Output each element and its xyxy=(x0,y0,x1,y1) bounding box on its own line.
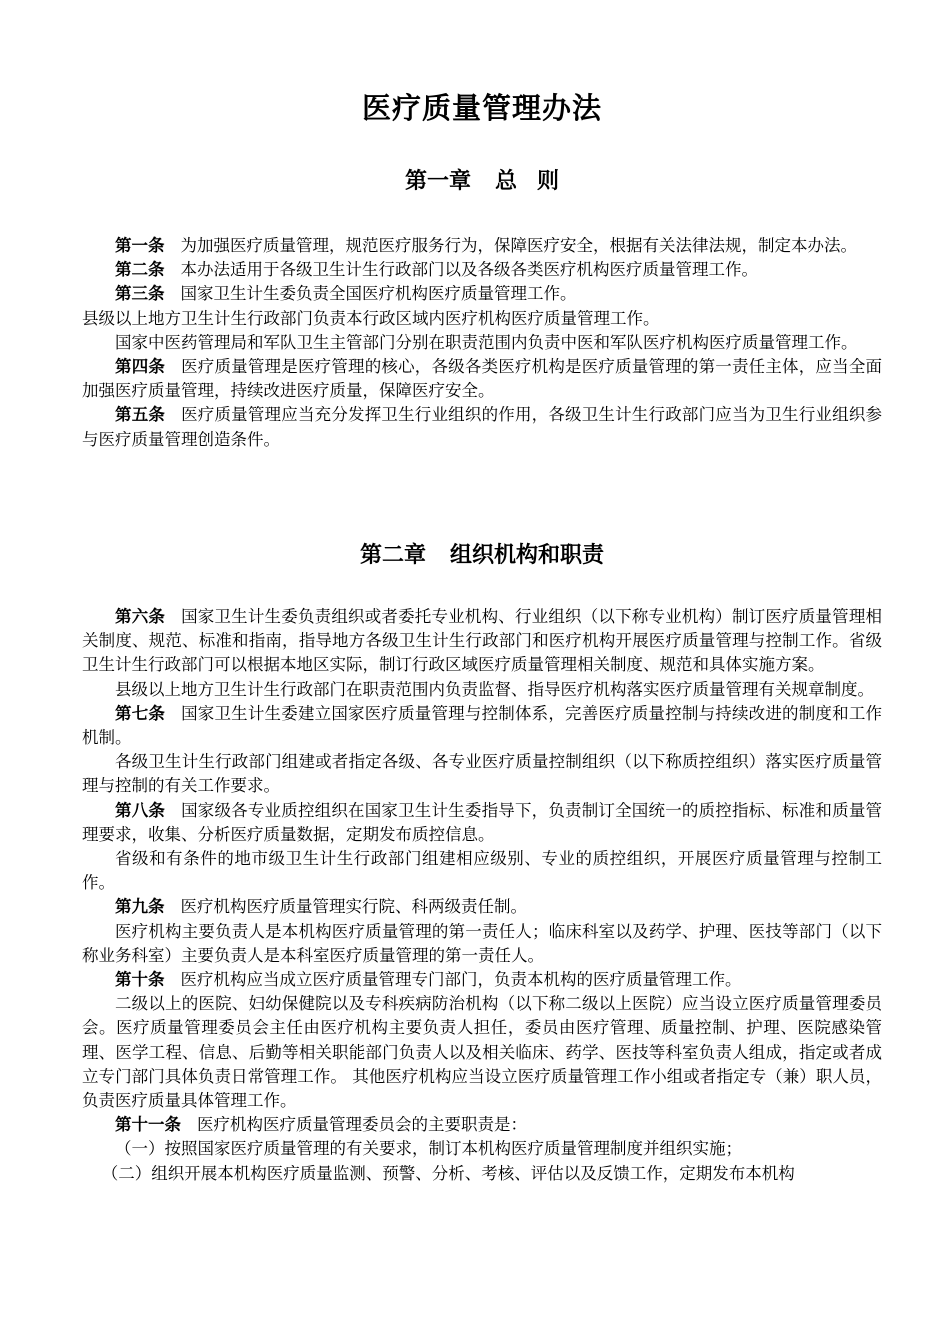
chapter-1-body xyxy=(82,234,882,452)
article-label: 第一条 xyxy=(115,236,165,255)
article-2 xyxy=(82,258,882,282)
article-6-paragraph-2: 县级以上地方卫生计生行政部门在职责范围内负责监督、指导医疗机构落实医疗质量管理有关规章制度。 xyxy=(115,679,874,699)
article-1 xyxy=(82,234,882,258)
chapter-1-title-part2: 则 xyxy=(537,169,560,194)
article-11-item-2: （二）组织开展本机构医疗质量监测、预警、分析、考核、评估以及反馈工作，定期发布本机构 xyxy=(101,1163,795,1183)
article-text: 医疗机构应当成立医疗质量管理专门部门，负责本机构的医疗质量管理工作。 xyxy=(180,970,742,990)
article-text: 为加强医疗质量管理，规范医疗服务行为，保障医疗安全，根据有关法律法规，制定本办法。 xyxy=(180,236,857,255)
article-label: 第二条 xyxy=(115,260,165,280)
article-label: 第六条 xyxy=(115,607,166,626)
chapter-1-heading xyxy=(82,166,882,198)
article-7-paragraph-2: 各级卫生计生行政部门组建或者指定各级、各专业医疗质量控制组织（以下称质控组织）落实医疗质量管理与控制的有关工作要求。 xyxy=(82,752,882,796)
chapter-2-title: 组织机构和职责 xyxy=(450,543,605,568)
article-label: 第四条 xyxy=(115,357,166,377)
article-4 xyxy=(82,355,882,403)
article-label: 第十一条 xyxy=(115,1115,181,1135)
article-11 xyxy=(82,1113,882,1137)
article-text: 医疗机构医疗质量管理实行院、科两级责任制。 xyxy=(180,897,527,917)
article-6 xyxy=(82,605,882,678)
article-text: 医疗质量管理是医疗管理的核心，各级各类医疗机构是医疗质量管理的第一责任主体，应当全面加强医疗质量管理，持续改进医疗质量，保障医疗安全。 xyxy=(82,357,883,401)
article-text: 本办法适用于各级卫生计生行政部门以及各级各类医疗机构医疗质量管理工作。 xyxy=(180,260,758,280)
article-8 xyxy=(82,799,882,847)
chapter-2-body xyxy=(82,605,882,1186)
article-8-paragraph-2: 省级和有条件的地市级卫生计生行政部门组建相应级别、专业的质控组织，开展医疗质量管理与控制工作。 xyxy=(82,849,882,893)
article-11-item-1: （一）按照国家医疗质量管理的有关要求，制订本机构医疗质量管理制度并组织实施； xyxy=(115,1139,742,1159)
article-text: 国家卫生计生委负责组织或者委托专业机构、行业组织（以下称专业机构）制订医疗质量管理相关制度、规范、标准和指南，指导地方各级卫生计生行政部门和医疗机构开展医疗质量管理与控制工作。省级卫生计生行政部门可以根据本地区实际，制订行政区域医疗质量管理相关制度、规范和具体实施方案。 xyxy=(82,607,883,675)
article-label: 第三条 xyxy=(115,284,165,304)
article-text: 医疗机构医疗质量管理委员会的主要职责是： xyxy=(197,1115,527,1135)
article-text: 国家卫生计生委负责全国医疗机构医疗质量管理工作。 xyxy=(180,284,577,304)
article-label: 第十条 xyxy=(115,970,165,990)
article-3 xyxy=(82,282,882,306)
article-label: 第八条 xyxy=(115,800,166,820)
article-10 xyxy=(82,968,882,992)
chapter-1-number: 第一章 xyxy=(404,169,471,194)
article-5 xyxy=(82,403,882,451)
article-3-paragraph-3: 国家中医药管理局和军队卫生主管部门分别在职责范围内负责中医和军队医疗机构医疗质量管理工作。 xyxy=(115,332,858,352)
article-10-paragraph-2: 二级以上的医院、妇幼保健院以及专科疾病防治机构（以下称二级以上医院）应当设立医疗质量管理委员会。医疗质量管理委员会主任由医疗机构主要负责人担任，委员由医疗管理、质量控制、护理、医院感染管理、医学工程、信息、后勤等相关职能部门负责人以及相关临床、药学、医技等科室负责人组成，指定或者成立专门部门具体负责日常管理工作。 其他医疗机构应当设立医疗质量管理工作小组或者指定专（兼）职人员，负责医疗质量具体管理工作。 xyxy=(82,994,882,1111)
article-label: 第九条 xyxy=(115,897,165,917)
article-label: 第五条 xyxy=(115,405,166,425)
article-text: 国家卫生计生委建立国家医疗质量管理与控制体系，完善医疗质量控制与持续改进的制度和工作机制。 xyxy=(82,703,883,748)
article-3-paragraph-2: 县级以上地方卫生计生行政部门负责本行政区域内医疗机构医疗质量管理工作。 xyxy=(82,308,660,328)
chapter-1-title-part1: 总 xyxy=(494,169,517,194)
chapter-2-number: 第二章 xyxy=(359,543,426,568)
article-9-paragraph-2: 医疗机构主要负责人是本机构医疗质量管理的第一责任人；临床科室以及药学、护理、医技等部门（以下称业务科室）主要负责人是本科室医疗质量管理的第一责任人。 xyxy=(82,921,882,965)
article-text: 国家级各专业质控组织在国家卫生计生委指导下，负责制订全国统一的质控指标、标准和质量管理要求，收集、分析医疗质量数据，定期发布质控信息。 xyxy=(82,800,883,844)
article-9 xyxy=(82,895,882,919)
document-title: 医疗质量管理办法 xyxy=(361,91,602,125)
article-7 xyxy=(82,702,882,750)
article-text: 医疗质量管理应当充分发挥卫生行业组织的作用，各级卫生计生行政部门应当为卫生行业组织参与医疗质量管理创造条件。 xyxy=(82,405,883,449)
chapter-2-heading xyxy=(82,540,882,572)
article-label: 第七条 xyxy=(115,703,166,723)
